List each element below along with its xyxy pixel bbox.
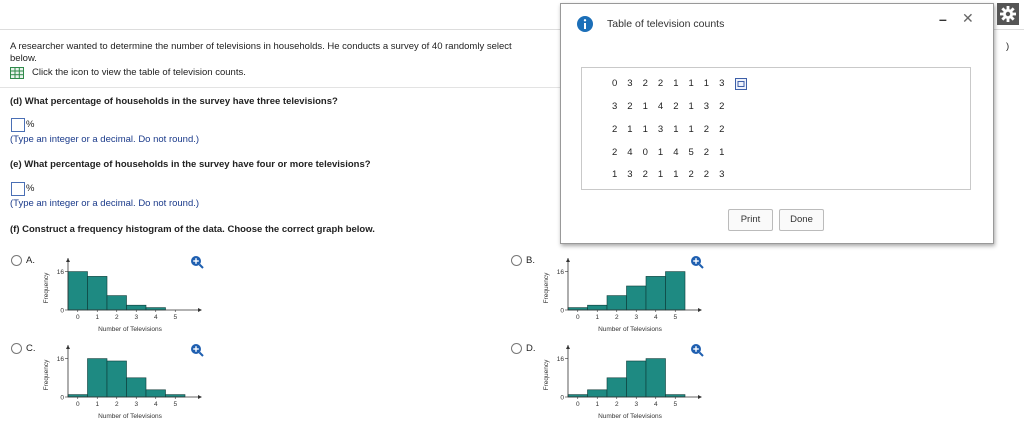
y-tick-label: 0: [60, 307, 64, 315]
table-row: 1 3 2 1 1 2 2 3: [612, 169, 725, 180]
x-tick-label: 3: [134, 401, 139, 408]
table-row: 2 4 0 1 4 5 2 1: [612, 147, 725, 158]
x-tick-label: 3: [134, 314, 139, 321]
x-tick-label: 5: [173, 401, 178, 408]
part-e-hint: (Type an integer or a decimal. Do not round.): [10, 198, 200, 209]
y-axis-label: Frequency: [43, 272, 50, 304]
histogram-bar: [607, 378, 627, 397]
y-tick-label: 16: [556, 269, 564, 277]
option-d-label: D.: [526, 343, 536, 354]
histogram-bar: [627, 286, 647, 310]
x-tick-label: 4: [653, 401, 658, 408]
histogram-bar: [107, 361, 127, 397]
x-axis-label: Number of Televisions: [98, 413, 162, 420]
y-tick-label: 0: [560, 307, 564, 315]
x-tick-label: 0: [75, 401, 80, 408]
y-tick-label: 0: [560, 394, 564, 402]
histogram-bar: [588, 305, 608, 310]
histogram-bar: [588, 390, 608, 397]
part-e-question: (e) What percentage of households in the survey have four or more televisions?: [10, 159, 371, 170]
y-axis-label: Frequency: [43, 359, 50, 391]
x-tick-label: 0: [575, 401, 580, 408]
histogram-bar: [666, 272, 686, 310]
problem-intro-line2: below.: [10, 53, 37, 64]
data-table: [581, 67, 971, 190]
histogram-svg: [530, 345, 710, 425]
x-axis-arrow: [198, 308, 202, 312]
part-d-question: (d) What percentage of households in the survey have three televisions?: [10, 96, 338, 107]
option-b-radio[interactable]: [511, 255, 522, 266]
x-tick-label: 1: [595, 314, 600, 321]
x-tick-label: 0: [75, 314, 80, 321]
gear-icon[interactable]: [997, 3, 1019, 25]
histogram-bar: [88, 359, 108, 397]
histogram-bar: [607, 296, 627, 310]
option-d-radio[interactable]: [511, 343, 522, 354]
histogram-option-d: [530, 345, 710, 430]
x-tick-label: 1: [595, 401, 600, 408]
histogram-bar: [127, 305, 147, 310]
y-tick-label: 0: [60, 394, 64, 402]
table-row: 3 2 1 4 2 1 3 2: [612, 101, 725, 112]
part-e-answer-input[interactable]: [11, 182, 25, 196]
copy-icon[interactable]: [735, 77, 747, 89]
histogram-option-b: [530, 258, 710, 343]
histogram-svg: [30, 345, 210, 425]
x-axis-label: Number of Televisions: [598, 326, 662, 333]
option-a-label: A.: [26, 255, 35, 266]
minimize-button[interactable]: –: [939, 11, 947, 27]
problem-intro-line1: A researcher wanted to determine the number of televisions in households. He conducts a survey of 40 randomly select: [10, 41, 512, 52]
y-axis-label: Frequency: [543, 359, 550, 391]
histogram-bar: [646, 359, 666, 397]
x-axis-arrow: [698, 308, 702, 312]
x-tick-label: 5: [673, 314, 678, 321]
y-tick-label: 16: [56, 269, 64, 277]
y-axis-arrow: [66, 258, 70, 262]
divider: [0, 87, 560, 88]
histogram-svg: [530, 258, 710, 338]
x-tick-label: 5: [673, 401, 678, 408]
option-c-label: C.: [26, 343, 36, 354]
print-button[interactable]: Print: [728, 209, 773, 231]
histogram-option-a: [30, 258, 210, 343]
x-tick-label: 0: [575, 314, 580, 321]
part-d-hint: (Type an integer or a decimal. Do not round.): [10, 134, 200, 145]
part-e-unit: %: [26, 183, 35, 194]
table-icon[interactable]: [10, 66, 24, 78]
histogram-bar: [88, 276, 108, 310]
problem-right-paren: ): [1006, 41, 1010, 52]
x-tick-label: 2: [614, 314, 619, 321]
histogram-option-c: [30, 345, 210, 430]
done-button[interactable]: Done: [779, 209, 824, 231]
histogram-bar: [646, 276, 666, 310]
y-axis-label: Frequency: [543, 272, 550, 304]
histogram-bar: [627, 361, 647, 397]
x-axis-arrow: [198, 395, 202, 399]
x-tick-label: 2: [614, 401, 619, 408]
table-link-text: Click the icon to view the table of television counts.: [32, 67, 246, 78]
part-d-answer-input[interactable]: [11, 118, 25, 132]
part-d-unit: %: [26, 119, 35, 130]
x-tick-label: 4: [653, 314, 658, 321]
y-tick-label: 16: [556, 356, 564, 364]
info-icon: [577, 16, 593, 32]
x-tick-label: 3: [634, 401, 639, 408]
close-button[interactable]: ✕: [962, 10, 974, 26]
x-tick-label: 4: [153, 401, 158, 408]
histogram-svg: [30, 258, 210, 338]
x-tick-label: 2: [114, 401, 119, 408]
table-row: 0 3 2 2 1 1 1 3: [612, 78, 725, 89]
y-tick-label: 16: [56, 356, 64, 364]
table-row: 2 1 1 3 1 1 2 2: [612, 124, 725, 135]
histogram-bar: [107, 296, 127, 310]
histogram-bar: [146, 390, 166, 397]
option-b-label: B.: [526, 255, 535, 266]
x-tick-label: 1: [95, 401, 100, 408]
histogram-bar: [68, 272, 88, 310]
y-axis-arrow: [66, 345, 70, 349]
part-f-question: (f) Construct a frequency histogram of the data. Choose the correct graph below.: [10, 224, 375, 235]
x-tick-label: 5: [173, 314, 178, 321]
x-axis-label: Number of Televisions: [98, 326, 162, 333]
x-tick-label: 4: [153, 314, 158, 321]
x-tick-label: 2: [114, 314, 119, 321]
x-axis-arrow: [698, 395, 702, 399]
option-c-radio[interactable]: [11, 343, 22, 354]
y-axis-arrow: [566, 258, 570, 262]
x-tick-label: 1: [95, 314, 100, 321]
x-axis-label: Number of Televisions: [598, 413, 662, 420]
y-axis-arrow: [566, 345, 570, 349]
x-tick-label: 3: [634, 314, 639, 321]
histogram-bar: [127, 378, 147, 397]
dialog-title: Table of television counts: [607, 18, 725, 30]
table-dialog: [560, 3, 994, 244]
option-a-radio[interactable]: [11, 255, 22, 266]
